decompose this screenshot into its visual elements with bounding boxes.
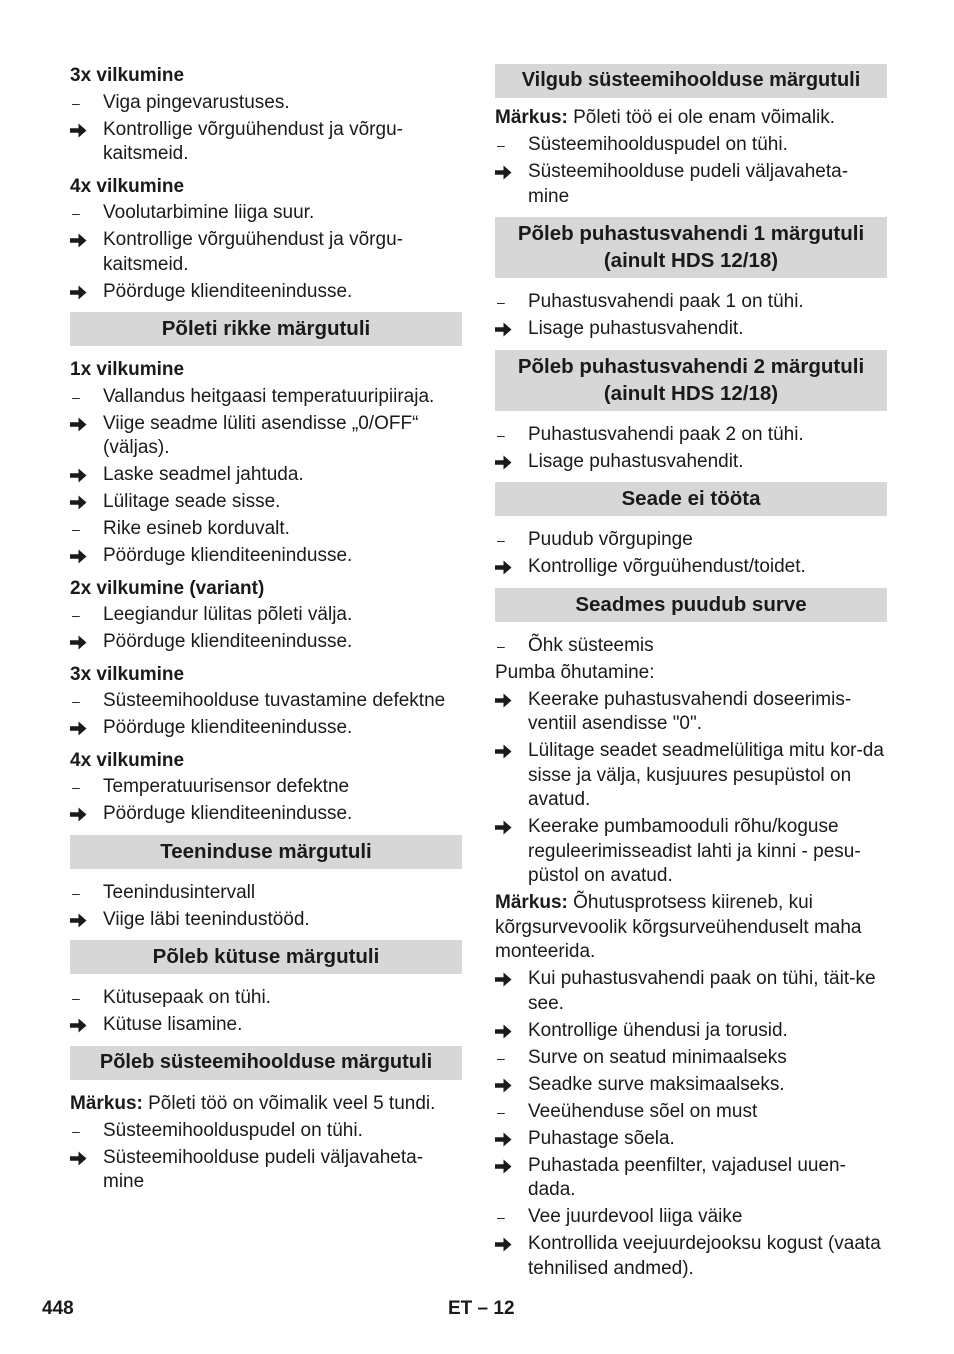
- item-text: Õhk süsteemis: [528, 634, 654, 656]
- dash-bullet: –: [497, 1209, 505, 1225]
- item-text: Veeühenduse sõel on must: [528, 1100, 758, 1122]
- arrow-right-icon: [495, 1019, 519, 1039]
- dash-bullet: –: [72, 693, 80, 709]
- arrow-right-icon: [495, 688, 519, 708]
- action-item: [70, 716, 462, 741]
- cause-item: [70, 385, 462, 410]
- action-item: [70, 908, 462, 933]
- item-text: Kütusepaak on tühi.: [103, 987, 271, 1008]
- item-text: Voolutarbimine liiga suur.: [103, 202, 315, 223]
- action-item: [70, 490, 462, 515]
- item-text: Puhastusvahendi paak 2 on tühi.: [528, 423, 804, 445]
- right-column: [495, 64, 887, 1284]
- item-text: Puhastusvahendi paak 1 on tühi.: [528, 291, 804, 312]
- action-item: [495, 160, 887, 209]
- action-item: [495, 1127, 887, 1152]
- item-text: Keerake puhastusvahendi doseerimis-ventiil asendisse "0".: [528, 688, 852, 734]
- item-text: Süsteemihoolduse pudeli väljavaheta-mine: [528, 161, 849, 207]
- action-item: [495, 815, 887, 889]
- item-text: Süsteemihoolduse pudeli väljavaheta-mine: [103, 1146, 424, 1192]
- item-text: Temperatuurisensor defektne: [103, 776, 350, 797]
- item-text: Kontrollige võrguühendust ja võrgu-kaitsmeid.: [103, 229, 403, 275]
- item-text: Pöörduge klienditeenindusse.: [103, 280, 353, 302]
- item-text: Teenindusintervall: [103, 881, 256, 903]
- arrow-right-icon: [495, 967, 519, 987]
- note: [495, 891, 887, 965]
- item-text: Puhastage sõela.: [528, 1127, 675, 1149]
- note-label: Märkus:: [495, 892, 568, 913]
- item-text: Seadke surve maksimaalseks.: [528, 1073, 785, 1095]
- arrow-right-icon: [70, 1146, 94, 1166]
- dash-bullet: –: [497, 532, 505, 548]
- section-heading: Seadmes puudub surve: [495, 588, 887, 622]
- cause-item: [495, 423, 887, 448]
- section-heading: Seade ei tööta: [495, 482, 887, 516]
- item-text: Lülitage seade sisse.: [103, 491, 281, 512]
- cause-item: [70, 986, 462, 1011]
- dash-bullet: –: [72, 521, 80, 537]
- cause-item: [495, 1100, 887, 1125]
- item-text: Surve on seatud minimaalseks: [528, 1046, 787, 1068]
- section-heading: Teeninduse märgutuli: [70, 835, 462, 869]
- item-text: Vallandus heitgaasi temperatuuripiiraja.: [103, 385, 435, 407]
- language-page-label: ET – 12: [448, 1298, 515, 1319]
- section-heading: Vilgub süsteemihoolduse märgutuli: [495, 64, 887, 98]
- section-heading: Põleb kütuse märgutuli: [70, 940, 462, 974]
- section-heading: Põleb puhastusvahendi 1 märgutuli (ainult HDS 12/18): [495, 217, 887, 278]
- item-text: Viige läbi teenindustööd.: [103, 908, 310, 930]
- dash-bullet: –: [72, 94, 80, 111]
- arrow-right-icon: [70, 908, 94, 928]
- action-item: [70, 412, 462, 461]
- arrow-right-icon: [495, 450, 519, 470]
- cause-item: [70, 201, 462, 226]
- arrow-right-icon: [70, 228, 94, 248]
- item-text: Lisage puhastusvahendit.: [528, 450, 744, 472]
- subheading: 1x vilkumine: [70, 359, 185, 380]
- item-text: Rike esineb korduvalt.: [103, 518, 290, 539]
- cause-item: [70, 91, 462, 116]
- item-text: Pöörduge klienditeenindusse.: [103, 631, 353, 652]
- cause-item: [70, 689, 462, 714]
- action-item: [495, 1073, 887, 1098]
- dash-bullet: –: [497, 1103, 505, 1120]
- item-text: Süsteemihoolduse tuvastamine defektne: [103, 690, 446, 711]
- subheading: 3x vilkumine: [70, 65, 185, 86]
- action-item: [70, 228, 462, 277]
- left-column: [70, 64, 462, 1197]
- cause-item: [495, 528, 887, 553]
- action-item: [70, 118, 462, 167]
- action-item: [495, 555, 887, 580]
- arrow-right-icon: [70, 544, 94, 564]
- arrow-right-icon: [70, 716, 94, 736]
- action-item: [70, 802, 462, 827]
- arrow-right-icon: [70, 118, 94, 138]
- arrow-right-icon: [495, 1154, 519, 1174]
- item-text: Lisage puhastusvahendit.: [528, 318, 744, 339]
- item-text: Kontrollige võrguühendust ja võrgu-kaitsmeid.: [103, 118, 403, 164]
- item-text: Kütuse lisamine.: [103, 1014, 243, 1035]
- subheading: 4x vilkumine: [70, 175, 185, 197]
- arrow-right-icon: [495, 1073, 519, 1093]
- dash-bullet: –: [497, 1049, 505, 1066]
- action-item: [495, 317, 887, 342]
- cause-item: [70, 775, 462, 800]
- arrow-right-icon: [70, 802, 94, 822]
- cause-item: [70, 517, 462, 542]
- arrow-right-icon: [495, 160, 519, 180]
- section-heading: Põleti rikke märgutuli: [70, 312, 462, 346]
- item-text: Puudub võrgupinge: [528, 529, 693, 550]
- arrow-right-icon: [70, 463, 94, 483]
- dash-bullet: –: [72, 205, 80, 221]
- arrow-right-icon: [495, 739, 519, 759]
- subheading: 4x vilkumine: [70, 749, 185, 771]
- note: [495, 106, 887, 131]
- action-item: [70, 463, 462, 488]
- note-text: Õhutusprotsess kiireneb, kui kõrgsurvevoolik kõrgsurveühenduselt maha monteerida.: [495, 892, 862, 962]
- item-text: Lülitage seadet seadmelülitiga mitu kor-da sisse ja välja, kusjuures pesupüstol on avatud.: [528, 740, 884, 810]
- dash-bullet: –: [72, 884, 80, 901]
- item-text: Puhastada peenfilter, vajadusel uuen-dada.: [528, 1154, 846, 1200]
- arrow-right-icon: [70, 412, 94, 432]
- cause-item: [70, 1119, 462, 1144]
- item-text: Süsteemihoolduspudel on tühi.: [528, 134, 788, 155]
- dash-bullet: –: [72, 990, 80, 1006]
- action-item: [495, 1232, 887, 1281]
- action-item: [70, 630, 462, 655]
- action-item: [495, 688, 887, 737]
- dash-bullet: –: [72, 388, 80, 405]
- arrow-right-icon: [495, 555, 519, 575]
- item-text: Kontrollida veejuurdejooksu kogust (vaata tehnilised andmed).: [528, 1233, 881, 1279]
- note-text: Põleti töö ei ole enam võimalik.: [567, 107, 836, 128]
- item-text: Süsteemihoolduspudel on tühi.: [103, 1119, 363, 1141]
- arrow-right-icon: [70, 1013, 94, 1033]
- item-text: Laske seadmel jahtuda.: [103, 464, 304, 485]
- dash-bullet: –: [497, 637, 505, 654]
- note: [70, 1092, 462, 1117]
- subheading: 2x vilkumine (variant): [70, 577, 265, 599]
- dash-bullet: –: [497, 137, 505, 153]
- note-label: Märkus:: [70, 1092, 143, 1114]
- item-text: Pöörduge klienditeenindusse.: [103, 717, 353, 738]
- cause-item: [495, 1046, 887, 1071]
- arrow-right-icon: [70, 490, 94, 510]
- section-heading: Põleb puhastusvahendi 2 märgutuli (ainult HDS 12/18): [495, 350, 887, 411]
- dash-bullet: –: [497, 294, 505, 310]
- action-item: [70, 280, 462, 305]
- action-item: [495, 739, 887, 813]
- item-text: Viige seadme lüliti asendisse „0/OFF“ (väljas).: [103, 412, 419, 458]
- action-item: [495, 967, 887, 1016]
- section-heading: Põleb süsteemihoolduse märgutuli: [70, 1046, 462, 1080]
- cause-item: [70, 881, 462, 906]
- item-text: Leegiandur lülitas põleti välja.: [103, 604, 353, 625]
- arrow-right-icon: [70, 630, 94, 650]
- cause-item: [495, 634, 887, 659]
- page-number: 448: [42, 1298, 74, 1319]
- paragraph: Pumba õhutamine:: [495, 661, 655, 683]
- action-item: [70, 1013, 462, 1038]
- action-item: [70, 1146, 462, 1195]
- dash-bullet: –: [72, 1122, 80, 1139]
- action-item: [495, 1019, 887, 1044]
- note-label: Märkus:: [495, 107, 568, 128]
- action-item: [70, 544, 462, 569]
- cause-item: [495, 133, 887, 158]
- item-text: Keerake pumbamooduli rõhu/koguse reguleerimisseadist lahti ja kinni - pesu-püstol on avatud.: [528, 816, 861, 886]
- cause-item: [495, 1205, 887, 1230]
- arrow-right-icon: [495, 317, 519, 337]
- cause-item: [70, 603, 462, 628]
- item-text: Pöörduge klienditeenindusse.: [103, 545, 353, 566]
- item-text: Viga pingevarustuses.: [103, 91, 290, 113]
- cause-item: [495, 290, 887, 315]
- note-text: Põleti töö on võimalik veel 5 tundi.: [142, 1092, 436, 1114]
- action-item: [495, 450, 887, 475]
- item-text: Kui puhastusvahendi paak on tühi, täit-ke see.: [528, 968, 876, 1014]
- item-text: Vee juurdevool liiga väike: [528, 1206, 743, 1227]
- dash-bullet: –: [72, 607, 80, 623]
- dash-bullet: –: [72, 779, 80, 795]
- item-text: Pöörduge klienditeenindusse.: [103, 803, 353, 824]
- arrow-right-icon: [495, 1127, 519, 1147]
- dash-bullet: –: [497, 426, 505, 443]
- arrow-right-icon: [495, 815, 519, 835]
- item-text: Kontrollige ühendusi ja torusid.: [528, 1019, 788, 1041]
- subheading: 3x vilkumine: [70, 663, 185, 685]
- action-item: [495, 1154, 887, 1203]
- item-text: Kontrollige võrguühendust/toidet.: [528, 556, 806, 577]
- arrow-right-icon: [70, 280, 94, 300]
- arrow-right-icon: [495, 1232, 519, 1252]
